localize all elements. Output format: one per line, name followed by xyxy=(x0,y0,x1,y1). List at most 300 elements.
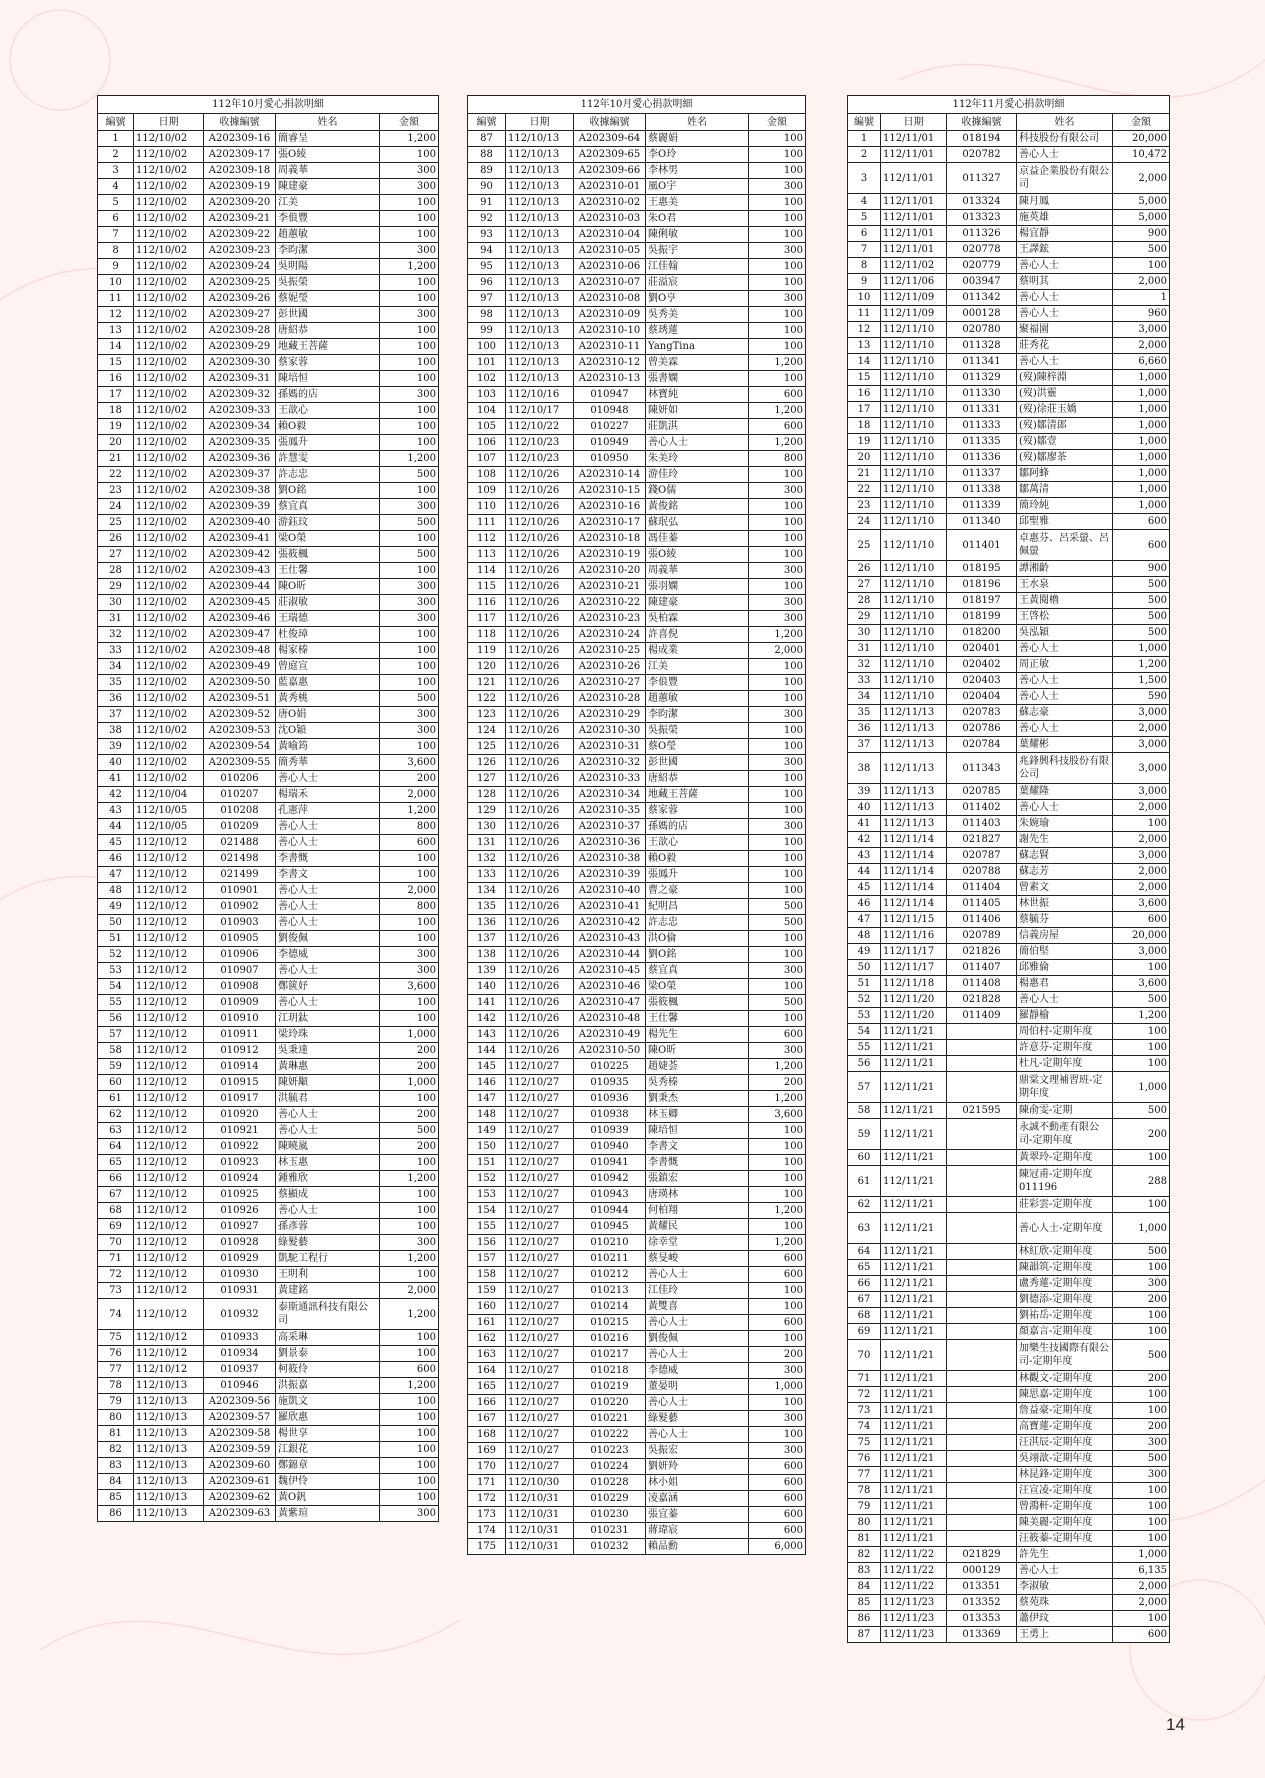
table-row xyxy=(98,883,439,899)
receipt-number: 010903 xyxy=(204,915,276,931)
donation-amount: 300 xyxy=(749,819,806,835)
donor-name: 李昀潔 xyxy=(646,707,749,723)
receipt-number: A202310-13 xyxy=(574,371,646,387)
donation-amount: 100 xyxy=(749,787,806,803)
donation-date: 112/10/27 xyxy=(506,1379,574,1395)
donor-name: 永誠不動產有限公司-定期年度 xyxy=(1017,1119,1113,1150)
row-number: 41 xyxy=(848,816,881,832)
donation-amount: 300 xyxy=(749,483,806,499)
donation-amount: 300 xyxy=(749,1443,806,1459)
donor-name: 陳O昕 xyxy=(646,1043,749,1059)
table-row xyxy=(98,787,439,803)
table-row xyxy=(468,1507,806,1523)
donation-date: 112/10/13 xyxy=(506,323,574,339)
donor-name: 張O綾 xyxy=(276,147,380,163)
table-row xyxy=(468,1491,806,1507)
receipt-number: 011330 xyxy=(947,386,1017,402)
table-row xyxy=(468,419,806,435)
receipt-number: 011403 xyxy=(947,816,1017,832)
donor-name: 杜俊璋 xyxy=(276,627,380,643)
donation-date: 112/10/26 xyxy=(506,995,574,1011)
receipt-number: 000128 xyxy=(947,306,1017,322)
table-row xyxy=(468,547,806,563)
donation-amount: 600 xyxy=(380,835,439,851)
table-row xyxy=(468,1331,806,1347)
table-row xyxy=(98,275,439,291)
table-row xyxy=(468,531,806,547)
donation-amount: 100 xyxy=(1113,1024,1170,1040)
donation-date: 112/10/27 xyxy=(506,1107,574,1123)
donation-date: 112/10/27 xyxy=(506,1267,574,1283)
donation-date: 112/11/01 xyxy=(881,242,947,258)
receipt-number: 010934 xyxy=(204,1346,276,1362)
receipt-number: 010931 xyxy=(204,1283,276,1299)
row-number: 146 xyxy=(468,1075,506,1091)
receipt-number: 011342 xyxy=(947,290,1017,306)
donation-date: 112/11/10 xyxy=(881,689,947,705)
donation-date: 112/10/12 xyxy=(134,995,204,1011)
table-row xyxy=(468,1347,806,1363)
donor-name: 楊家榛 xyxy=(276,643,380,659)
column-header: 日期 xyxy=(881,114,947,131)
table-row xyxy=(98,675,439,691)
row-number: 18 xyxy=(98,403,134,419)
donation-date: 112/10/12 xyxy=(134,1043,204,1059)
donation-amount: 600 xyxy=(749,1491,806,1507)
table-row xyxy=(468,771,806,787)
donation-amount: 100 xyxy=(380,931,439,947)
row-number: 23 xyxy=(848,498,881,514)
table-title-row xyxy=(468,96,806,114)
donation-amount: 600 xyxy=(749,1523,806,1539)
donation-date: 112/10/12 xyxy=(134,1011,204,1027)
row-number: 83 xyxy=(98,1458,134,1474)
row-number: 50 xyxy=(848,960,881,976)
donation-amount: 1,200 xyxy=(380,259,439,275)
donation-date: 112/10/12 xyxy=(134,1107,204,1123)
table-title: 112年10月愛心捐款明細 xyxy=(468,96,806,114)
receipt-number: A202310-06 xyxy=(574,259,646,275)
donation-date: 112/10/02 xyxy=(134,403,204,419)
donor-name: 盧秀蓮-定期年度 xyxy=(1017,1276,1113,1292)
donation-date: 112/11/21 xyxy=(881,1276,947,1292)
table-row xyxy=(98,643,439,659)
row-number: 89 xyxy=(468,163,506,179)
table-row xyxy=(468,307,806,323)
donor-name: 加樂生技國際有限公司-定期年度 xyxy=(1017,1340,1113,1371)
receipt-number: 010216 xyxy=(574,1331,646,1347)
donation-date: 112/10/26 xyxy=(506,483,574,499)
donor-name: 黃喻筠 xyxy=(276,739,380,755)
receipt-number: A202310-01 xyxy=(574,179,646,195)
donation-amount: 300 xyxy=(380,595,439,611)
row-number: 108 xyxy=(468,467,506,483)
row-number: 5 xyxy=(848,210,881,226)
donation-amount: 2,000 xyxy=(1113,880,1170,896)
row-number: 60 xyxy=(848,1150,881,1166)
donation-amount: 300 xyxy=(380,163,439,179)
table-row xyxy=(468,355,806,371)
donation-amount: 100 xyxy=(380,211,439,227)
table-row xyxy=(468,643,806,659)
row-number: 64 xyxy=(848,1244,881,1260)
receipt-number: A202310-27 xyxy=(574,675,646,691)
row-number: 142 xyxy=(468,1011,506,1027)
donation-date: 112/11/13 xyxy=(881,721,947,737)
row-number: 12 xyxy=(848,322,881,338)
donor-name: 曾美霖 xyxy=(646,355,749,371)
donor-name: 孫媽的店 xyxy=(646,819,749,835)
donation-amount: 300 xyxy=(380,1235,439,1251)
table-row xyxy=(98,1490,439,1506)
donation-amount: 1,200 xyxy=(1113,657,1170,673)
table-row xyxy=(98,867,439,883)
donation-date: 112/10/27 xyxy=(506,1363,574,1379)
receipt-number: A202309-48 xyxy=(204,643,276,659)
donor-name: 李俍豐 xyxy=(646,675,749,691)
donation-date: 112/10/05 xyxy=(134,819,204,835)
table-row xyxy=(848,1531,1170,1547)
donation-amount: 100 xyxy=(749,499,806,515)
donation-amount: 100 xyxy=(749,195,806,211)
receipt-number: 010230 xyxy=(574,1507,646,1523)
donation-date: 112/11/20 xyxy=(881,1008,947,1024)
receipt-number: A202310-45 xyxy=(574,963,646,979)
table-row xyxy=(848,1119,1170,1150)
donation-amount: 100 xyxy=(1113,1040,1170,1056)
receipt-number: 010211 xyxy=(574,1251,646,1267)
column-header: 收據編號 xyxy=(574,114,646,131)
table-row xyxy=(98,691,439,707)
donor-name: 許慧雯 xyxy=(276,451,380,467)
table-row xyxy=(98,1155,439,1171)
donation-date: 112/10/13 xyxy=(506,195,574,211)
donation-date: 112/10/02 xyxy=(134,707,204,723)
table-row xyxy=(468,1315,806,1331)
donor-name: 汪淇辰-定期年度 xyxy=(1017,1435,1113,1451)
donor-name: 善心人士 xyxy=(1017,306,1113,322)
table-row xyxy=(468,1203,806,1219)
donation-date: 112/11/10 xyxy=(881,322,947,338)
donor-name: 科技股份有限公司 xyxy=(1017,131,1113,147)
donor-name: 藍嘉惠 xyxy=(276,675,380,691)
receipt-number: 020403 xyxy=(947,673,1017,689)
donation-amount: 3,000 xyxy=(1113,848,1170,864)
donation-date: 112/10/13 xyxy=(506,227,574,243)
donor-name: 善心人士 xyxy=(1017,1563,1113,1579)
receipt-number xyxy=(947,1387,1017,1403)
row-number: 26 xyxy=(98,531,134,547)
row-number: 138 xyxy=(468,947,506,963)
donor-name: 王瑞德 xyxy=(276,611,380,627)
receipt-number: A202309-40 xyxy=(204,515,276,531)
receipt-number: 010946 xyxy=(204,1378,276,1394)
donation-amount: 100 xyxy=(380,867,439,883)
donation-amount: 1,200 xyxy=(1113,1008,1170,1024)
donation-date: 112/11/10 xyxy=(881,386,947,402)
donation-date: 112/11/23 xyxy=(881,1595,947,1611)
donation-date: 112/10/27 xyxy=(506,1187,574,1203)
receipt-number: 010905 xyxy=(204,931,276,947)
donor-name: 錢O儒 xyxy=(646,483,749,499)
donation-amount: 500 xyxy=(1113,242,1170,258)
donation-amount: 5,000 xyxy=(1113,194,1170,210)
row-number: 77 xyxy=(98,1362,134,1378)
donor-name: 陳冠甫-定期年度011196 xyxy=(1017,1166,1113,1197)
row-number: 99 xyxy=(468,323,506,339)
row-number: 135 xyxy=(468,899,506,915)
donation-amount: 100 xyxy=(380,195,439,211)
donation-date: 112/11/22 xyxy=(881,1547,947,1563)
donation-date: 112/10/13 xyxy=(506,275,574,291)
row-number: 9 xyxy=(848,274,881,290)
column-header: 收據編號 xyxy=(204,114,276,131)
donor-name: 李書文 xyxy=(276,867,380,883)
donor-name: 陳O昕 xyxy=(276,579,380,595)
donation-date: 112/10/27 xyxy=(506,1459,574,1475)
row-number: 25 xyxy=(98,515,134,531)
donation-date: 112/10/27 xyxy=(506,1331,574,1347)
row-number: 123 xyxy=(468,707,506,723)
donation-date: 112/10/12 xyxy=(134,1091,204,1107)
receipt-number: A202310-19 xyxy=(574,547,646,563)
donation-amount: 600 xyxy=(749,387,806,403)
donor-name: 京益企業股份有限公司 xyxy=(1017,163,1113,194)
table-row xyxy=(468,227,806,243)
donation-date: 112/11/21 xyxy=(881,1040,947,1056)
donor-name: 善心人士 xyxy=(276,915,380,931)
table-row xyxy=(848,864,1170,880)
receipt-number: 020789 xyxy=(947,928,1017,944)
donation-amount: 100 xyxy=(749,1171,806,1187)
donor-name: 吳泓穎 xyxy=(1017,625,1113,641)
donation-date: 112/10/13 xyxy=(506,291,574,307)
donation-date: 112/10/26 xyxy=(506,835,574,851)
table-row xyxy=(468,1027,806,1043)
donation-amount: 100 xyxy=(749,771,806,787)
row-number: 158 xyxy=(468,1267,506,1283)
donation-amount: 100 xyxy=(380,323,439,339)
donation-amount: 100 xyxy=(749,275,806,291)
donation-date: 112/10/02 xyxy=(134,547,204,563)
row-number: 87 xyxy=(848,1627,881,1643)
row-number: 2 xyxy=(848,147,881,163)
table-row xyxy=(98,835,439,851)
donor-name: 李O玲 xyxy=(646,147,749,163)
row-number: 6 xyxy=(98,211,134,227)
donation-amount: 300 xyxy=(749,755,806,771)
receipt-number: 021498 xyxy=(204,851,276,867)
table-row xyxy=(468,1155,806,1171)
donor-name: 劉俊佩 xyxy=(646,1331,749,1347)
donation-date: 112/10/26 xyxy=(506,883,574,899)
donation-date: 112/10/02 xyxy=(134,211,204,227)
donation-date: 112/10/26 xyxy=(506,531,574,547)
donation-amount: 2,000 xyxy=(749,643,806,659)
donor-name: 曾鴻軒-定期年度 xyxy=(1017,1499,1113,1515)
table-row xyxy=(98,1011,439,1027)
receipt-number: A202309-53 xyxy=(204,723,276,739)
table-row xyxy=(848,928,1170,944)
receipt-number xyxy=(947,1166,1017,1197)
receipt-number: 010907 xyxy=(204,963,276,979)
donation-amount: 2,000 xyxy=(380,1283,439,1299)
table-row xyxy=(848,530,1170,561)
donation-date: 112/10/26 xyxy=(506,675,574,691)
table-row xyxy=(468,1523,806,1539)
table-row xyxy=(98,1394,439,1410)
table-row xyxy=(848,657,1170,673)
donor-name: 蔡苑珠 xyxy=(1017,1595,1113,1611)
column-header: 姓名 xyxy=(646,114,749,131)
receipt-number: A202309-46 xyxy=(204,611,276,627)
receipt-number: A202309-34 xyxy=(204,419,276,435)
row-number: 57 xyxy=(848,1072,881,1103)
table-row xyxy=(98,611,439,627)
row-number: 12 xyxy=(98,307,134,323)
donation-date: 112/11/21 xyxy=(881,1324,947,1340)
receipt-number: 010214 xyxy=(574,1299,646,1315)
row-number: 156 xyxy=(468,1235,506,1251)
donation-amount: 1,000 xyxy=(1113,1547,1170,1563)
receipt-number: 013352 xyxy=(947,1595,1017,1611)
donation-amount: 100 xyxy=(380,1330,439,1346)
receipt-number: 021829 xyxy=(947,1547,1017,1563)
receipt-number: 020778 xyxy=(947,242,1017,258)
donation-date: 112/10/02 xyxy=(134,643,204,659)
donation-amount: 3,000 xyxy=(1113,705,1170,721)
donation-date: 112/11/10 xyxy=(881,625,947,641)
donation-date: 112/10/27 xyxy=(506,1395,574,1411)
donor-name: 善心人士 xyxy=(1017,689,1113,705)
receipt-number: 011409 xyxy=(947,1008,1017,1024)
donation-amount: 300 xyxy=(380,723,439,739)
table-row xyxy=(98,227,439,243)
table-row xyxy=(848,1197,1170,1213)
donation-amount: 100 xyxy=(749,1139,806,1155)
row-number: 52 xyxy=(98,947,134,963)
row-number: 7 xyxy=(848,242,881,258)
receipt-number: 021826 xyxy=(947,944,1017,960)
row-number: 21 xyxy=(98,451,134,467)
donation-amount: 100 xyxy=(380,643,439,659)
donation-amount: 100 xyxy=(749,259,806,275)
row-number: 160 xyxy=(468,1299,506,1315)
table-row xyxy=(848,896,1170,912)
receipt-number: 011343 xyxy=(947,753,1017,784)
table-title-row xyxy=(98,96,439,114)
receipt-number: A202309-32 xyxy=(204,387,276,403)
row-number: 131 xyxy=(468,835,506,851)
donation-amount: 100 xyxy=(749,1187,806,1203)
donor-name: 善心人士 xyxy=(1017,290,1113,306)
donor-name: 蔡明其 xyxy=(1017,274,1113,290)
donation-date: 112/10/02 xyxy=(134,755,204,771)
donation-amount: 100 xyxy=(380,1091,439,1107)
donor-name: 蕭伊玟 xyxy=(1017,1611,1113,1627)
receipt-number: A202309-44 xyxy=(204,579,276,595)
table-row xyxy=(848,1244,1170,1260)
donation-date: 112/11/10 xyxy=(881,530,947,561)
receipt-number: A202310-10 xyxy=(574,323,646,339)
donor-name: 聚福園 xyxy=(1017,322,1113,338)
donor-name: 江玥鈦 xyxy=(276,1011,380,1027)
donation-date: 112/10/12 xyxy=(134,947,204,963)
donation-date: 112/10/12 xyxy=(134,931,204,947)
donor-name: 趙蕙敏 xyxy=(646,691,749,707)
row-number: 79 xyxy=(98,1394,134,1410)
receipt-number: A202310-08 xyxy=(574,291,646,307)
donation-date: 112/10/02 xyxy=(134,323,204,339)
row-number: 32 xyxy=(98,627,134,643)
receipt-number xyxy=(947,1403,1017,1419)
donation-date: 112/11/21 xyxy=(881,1292,947,1308)
receipt-number: 010224 xyxy=(574,1459,646,1475)
receipt-number xyxy=(947,1024,1017,1040)
donation-amount: 2,000 xyxy=(1113,800,1170,816)
table-row xyxy=(468,1187,806,1203)
table-row xyxy=(848,593,1170,609)
donation-amount: 2,000 xyxy=(1113,1595,1170,1611)
donor-name: 羅欣惠 xyxy=(276,1410,380,1426)
donor-name: 王歆心 xyxy=(276,403,380,419)
donation-amount: 100 xyxy=(380,1011,439,1027)
donation-date: 112/10/27 xyxy=(506,1139,574,1155)
table-row xyxy=(848,1213,1170,1244)
donation-date: 112/10/26 xyxy=(506,643,574,659)
receipt-number: 010218 xyxy=(574,1363,646,1379)
receipt-number xyxy=(947,1197,1017,1213)
donor-name: 黃雙喜 xyxy=(646,1299,749,1315)
donor-name: 善心人士 xyxy=(276,963,380,979)
donor-name: 陳建豪 xyxy=(646,595,749,611)
table-row xyxy=(98,1458,439,1474)
donation-amount: 2,000 xyxy=(1113,338,1170,354)
donor-name: 楊惠君 xyxy=(1017,976,1113,992)
donor-name: 陳培恒 xyxy=(646,1123,749,1139)
donor-name: 泰斯通訊科技有限公司 xyxy=(276,1299,380,1330)
donation-date: 112/10/02 xyxy=(134,275,204,291)
donation-amount: 200 xyxy=(380,771,439,787)
row-number: 24 xyxy=(98,499,134,515)
row-number: 73 xyxy=(98,1283,134,1299)
receipt-number xyxy=(947,1072,1017,1103)
receipt-number xyxy=(947,1040,1017,1056)
donation-amount: 500 xyxy=(1113,1244,1170,1260)
donation-amount: 100 xyxy=(749,803,806,819)
donor-name: 張筱楓 xyxy=(646,995,749,1011)
donation-amount: 100 xyxy=(380,1490,439,1506)
receipt-number: 011340 xyxy=(947,514,1017,530)
donation-amount: 100 xyxy=(1113,1403,1170,1419)
donation-date: 112/10/02 xyxy=(134,163,204,179)
table-row xyxy=(848,1260,1170,1276)
donation-amount: 100 xyxy=(380,915,439,931)
row-number: 39 xyxy=(848,784,881,800)
row-number: 1 xyxy=(848,131,881,147)
donor-name: 葉耀隆 xyxy=(1017,784,1113,800)
row-number: 76 xyxy=(848,1451,881,1467)
donation-date: 112/10/02 xyxy=(134,419,204,435)
receipt-number: A202309-55 xyxy=(204,755,276,771)
receipt-number: 010938 xyxy=(574,1107,646,1123)
receipt-number: A202310-43 xyxy=(574,931,646,947)
row-number: 17 xyxy=(848,402,881,418)
donor-name: 楊宜靜 xyxy=(1017,226,1113,242)
receipt-number: 010928 xyxy=(204,1235,276,1251)
row-number: 2 xyxy=(98,147,134,163)
table-row xyxy=(468,1299,806,1315)
